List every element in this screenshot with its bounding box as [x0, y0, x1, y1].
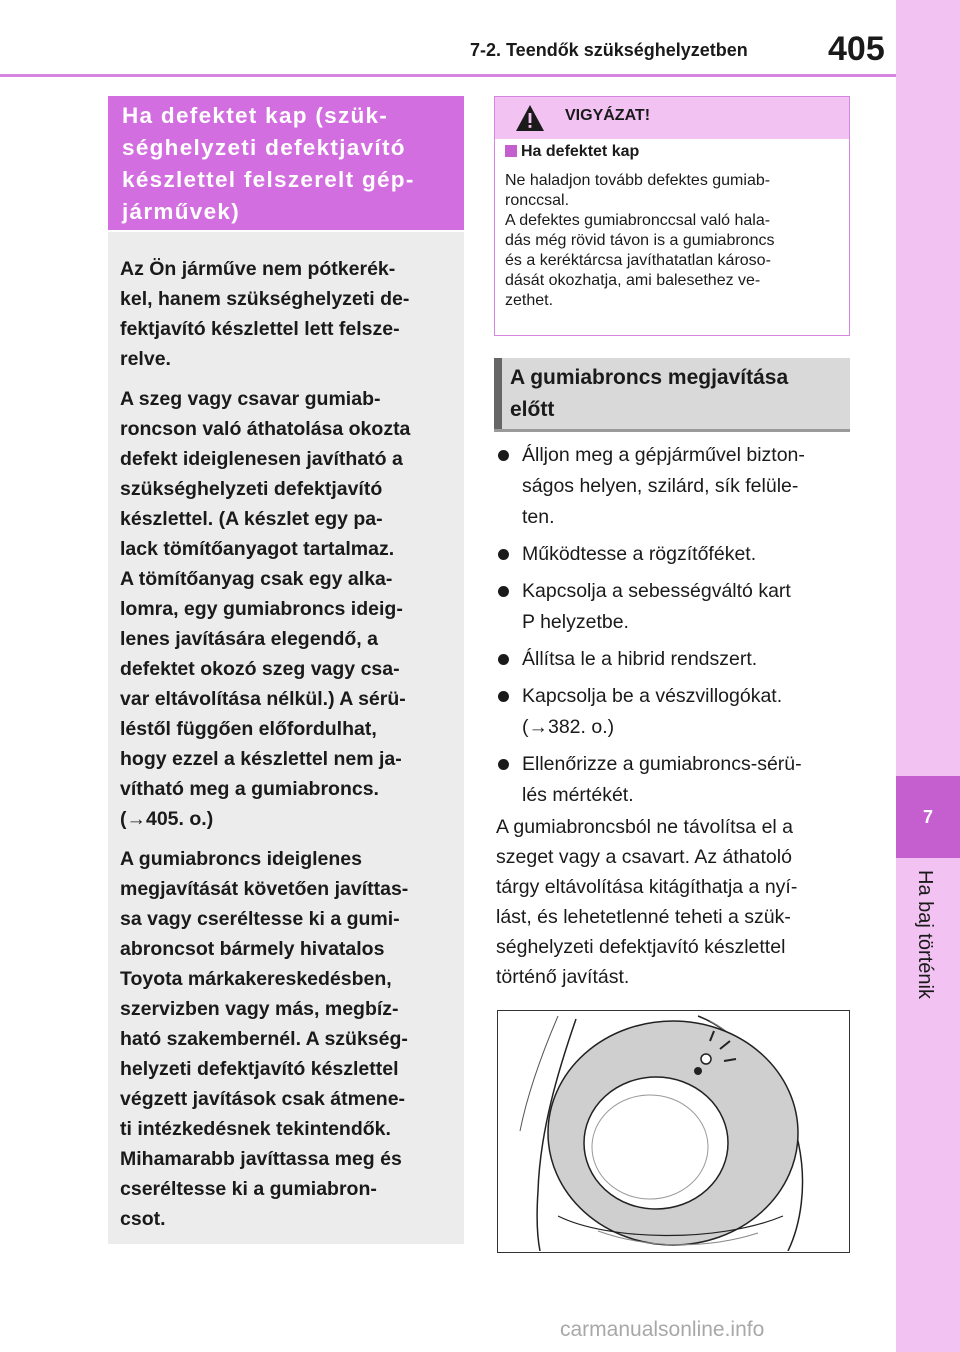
- text-line: P helyzetbe.: [522, 611, 629, 633]
- section-heading-text: [510, 362, 840, 426]
- list-item: [496, 749, 850, 811]
- text-line: lenes javítására elegendő, a: [120, 628, 378, 650]
- text-line: csot.: [120, 1208, 166, 1230]
- warning-box: [494, 96, 850, 336]
- text-line: Álljon meg a gépjárművel bizton-: [522, 444, 805, 466]
- text-line: szervizben vagy más, megbíz-: [120, 998, 399, 1020]
- chapter-label: Ha baj történik: [914, 870, 936, 999]
- list-item: [496, 681, 850, 743]
- intro-paragraph: [120, 384, 452, 834]
- warning-subtitle: [505, 143, 639, 161]
- text-line: dás még rövid távon is a gumiabroncs: [505, 232, 775, 249]
- text-line: Az Ön járműve nem pótkerék-: [120, 258, 396, 280]
- list-item: [496, 440, 850, 533]
- text-line: lés mértékét.: [522, 784, 634, 806]
- text-line: készlettel. (A készlet egy pa-: [120, 508, 383, 530]
- warning-header: [495, 97, 849, 139]
- page-number: 405: [828, 30, 885, 68]
- text-line: vítható meg a gumiabroncs.: [120, 778, 379, 800]
- text-line: cseréltesse ki a gumiabron-: [120, 1178, 377, 1200]
- text-line: roncson való áthatolása okozta: [120, 418, 411, 440]
- text-line: ható szakembernél. A szükség-: [120, 1028, 408, 1050]
- text-line: történő javítást.: [496, 966, 630, 988]
- intro-paragraph: [120, 254, 452, 374]
- intro-text-box: [108, 232, 464, 1244]
- text-line: ten.: [522, 506, 555, 528]
- left-section-title: [108, 96, 464, 230]
- title-line: Ha defektet kap (szük-: [122, 103, 389, 128]
- text-line: sa vagy cseréltesse ki a gumi-: [120, 908, 400, 930]
- title-line: készlettel felszerelt gép-: [122, 167, 415, 192]
- text-line: szükséghelyzeti defektjavító: [120, 478, 383, 500]
- list-item: [496, 644, 850, 675]
- text-line: lomra, egy gumiabroncs ideig-: [120, 598, 403, 620]
- title-line: előtt: [510, 398, 555, 421]
- text-line: léstől függően előfordulhat,: [120, 718, 377, 740]
- text-line: megjavítását követően javíttas-: [120, 878, 409, 900]
- text-line: A defektes gumiabronccsal való hala-: [505, 212, 771, 229]
- text-line: A gumiabroncs ideiglenes: [120, 848, 362, 870]
- title-line: járművek): [122, 199, 241, 224]
- header-divider: [0, 74, 896, 77]
- warning-subtitle-text: Ha defektet kap: [521, 143, 640, 160]
- text-line: A gumiabroncsból ne távolítsa el a: [496, 816, 794, 838]
- title-line: A gumiabroncs megjavítása: [510, 366, 789, 389]
- text-line: végzett javítások csak átmene-: [120, 1088, 406, 1110]
- text-line: abroncsot bármely hivatalos: [120, 938, 385, 960]
- header-section-title: 7-2. Teendők szükséghelyzetben: [470, 40, 748, 60]
- text-line: Ne haladjon tovább defektes gumiab-: [505, 172, 771, 189]
- text-line: relve.: [120, 348, 171, 370]
- warning-title: VIGYÁZAT!: [565, 107, 651, 124]
- text-line: tárgy eltávolítása kitágíthatja a nyí-: [496, 876, 798, 898]
- intro-paragraph: [120, 844, 452, 1234]
- list-item: [496, 576, 850, 638]
- page-reference-link[interactable]: (→382. o.): [522, 716, 615, 738]
- flat-tire-drawing: [498, 1011, 848, 1251]
- side-tab: [896, 0, 960, 1352]
- text-line: A tömítőanyag csak egy alka-: [120, 568, 393, 590]
- warning-triangle-icon: [515, 104, 545, 132]
- title-line: séghelyzeti defektjavító: [122, 135, 406, 160]
- text-line: ronccsal.: [505, 192, 570, 209]
- text-line: zethet.: [505, 292, 554, 309]
- square-bullet-icon: [505, 145, 517, 157]
- text-line: dását okozhatja, ami balesethez ve-: [505, 272, 761, 289]
- text-line: lack tömítőanyagot tartalmaz.: [120, 538, 395, 560]
- text-line: ti intézkedésnek tekintendők.: [120, 1118, 391, 1140]
- text-line: szeget vagy a csavart. Az áthatoló: [496, 846, 792, 868]
- section-heading: [494, 358, 850, 432]
- text-line: Állítsa le a hibrid rendszert.: [522, 648, 758, 670]
- text-line: kel, hanem szükséghelyzeti de-: [120, 288, 410, 310]
- text-line: Mihamarabb javíttassa meg és: [120, 1148, 402, 1170]
- text-line: és a keréktárcsa javíthatatlan károso-: [505, 252, 771, 269]
- text-line: fektjavító készlettel lett felsze-: [120, 318, 400, 340]
- section-heading-bar: [494, 358, 502, 429]
- steps-list: [496, 440, 850, 817]
- text-line: séghelyzeti defektjavító készlettel: [496, 936, 786, 958]
- warning-text: [505, 171, 843, 311]
- text-line: Működtesse a rögzítőféket.: [522, 543, 757, 565]
- text-line: lást, és lehetetlenné teheti a szük-: [496, 906, 791, 928]
- text-line: defektet okozó szeg vagy csa-: [120, 658, 400, 680]
- text-line: Ellenőrizze a gumiabroncs-sérü-: [522, 753, 802, 775]
- text-line: A szeg vagy csavar gumiab-: [120, 388, 381, 410]
- tire-illustration: [497, 1010, 850, 1253]
- chapter-number: 7: [896, 776, 960, 858]
- watermark: carmanualsonline.info: [560, 1318, 765, 1341]
- text-line: Toyota márkakereskedésben,: [120, 968, 392, 990]
- text-line: Kapcsolja a sebességváltó kart: [522, 580, 791, 602]
- text-line: defekt ideiglenesen javítható a: [120, 448, 403, 470]
- body-paragraph: [496, 812, 846, 992]
- text-line: var eltávolítása nélkül.) A sérü-: [120, 688, 406, 710]
- text-line: helyzeti defektjavító készlettel: [120, 1058, 399, 1080]
- text-line: hogy ezzel a készlettel nem ja-: [120, 748, 402, 770]
- text-line: ságos helyen, szilárd, sík felüle-: [522, 475, 799, 497]
- text-line: Kapcsolja be a vészvillogókat.: [522, 685, 783, 707]
- page-reference-link[interactable]: (→405. o.): [120, 808, 214, 830]
- list-item: [496, 539, 850, 570]
